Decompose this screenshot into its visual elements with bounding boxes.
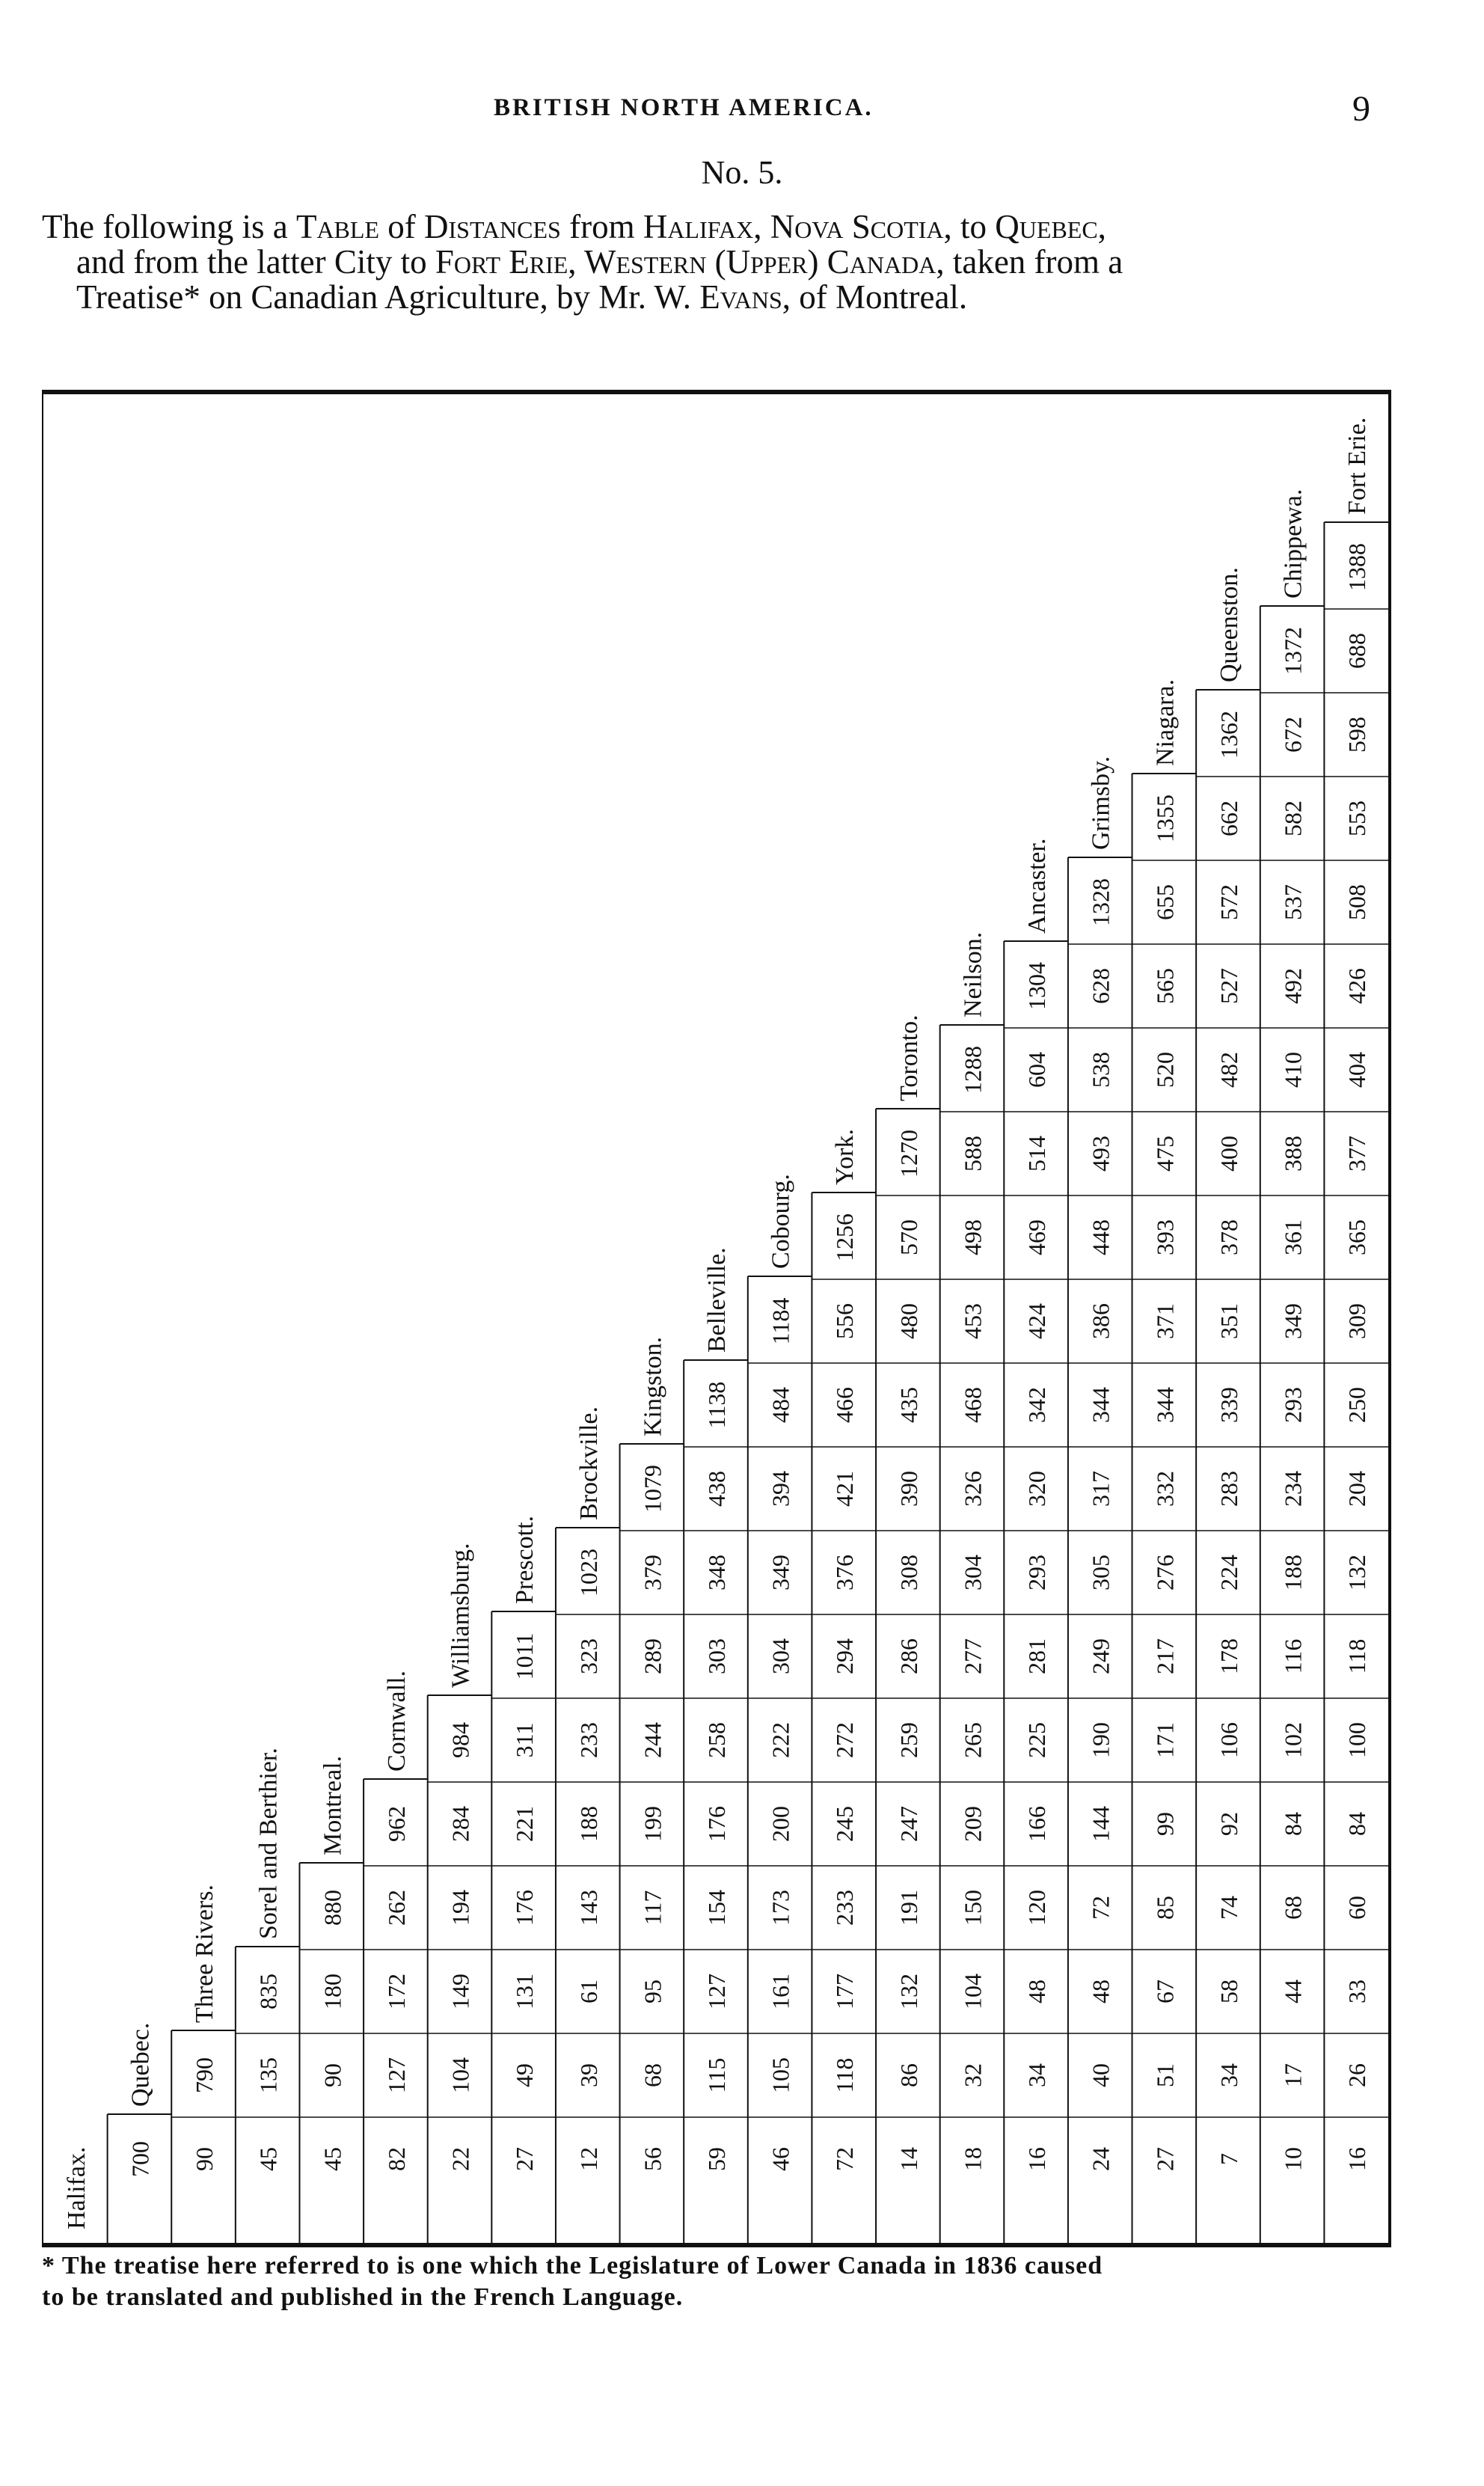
distance-value: 556 [831, 1303, 859, 1339]
distance-value: 118 [831, 2057, 859, 2093]
distance-value: 466 [831, 1387, 859, 1423]
distance-value: 272 [831, 1722, 859, 1758]
distance-value: 361 [1279, 1219, 1307, 1255]
distance-value: 1138 [703, 1381, 730, 1429]
distance-value: 604 [1023, 1052, 1051, 1088]
distance-value: 276 [1151, 1555, 1179, 1591]
distance-value: 100 [1343, 1722, 1371, 1758]
distance-value: 85 [1151, 1896, 1179, 1920]
distance-value: 1362 [1215, 711, 1242, 759]
distance-value: 598 [1343, 717, 1371, 753]
distance-value: 222 [767, 1722, 794, 1758]
distance-value: 27 [511, 2147, 539, 2171]
distance-value: 154 [703, 1890, 730, 1926]
footnote-line-2: to be translated and published in the French Language. [42, 2283, 684, 2311]
distance-value: 404 [1343, 1052, 1371, 1088]
distance-value: 117 [639, 1890, 666, 1926]
distance-value: 14 [895, 2147, 922, 2171]
place-name-label: Toronto. [895, 1014, 923, 1101]
distance-value: 204 [1343, 1471, 1371, 1507]
distance-value: 259 [895, 1722, 922, 1758]
distance-value: 493 [1087, 1136, 1114, 1172]
distance-value: 1372 [1279, 627, 1307, 675]
distance-value: 16 [1343, 2147, 1371, 2171]
distance-value: 453 [959, 1303, 987, 1339]
distance-value: 1270 [895, 1130, 922, 1178]
distance-table [43, 394, 1388, 2243]
distance-value: 326 [959, 1471, 987, 1507]
distance-value: 1023 [574, 1549, 602, 1596]
distance-value: 426 [1343, 968, 1371, 1004]
distance-value: 565 [1151, 968, 1179, 1004]
distance-value: 132 [895, 1974, 922, 2009]
caption-text: The following is a [42, 208, 288, 245]
distance-value: 480 [895, 1303, 922, 1339]
distance-value: 188 [1279, 1555, 1307, 1591]
distance-value: 508 [1343, 884, 1371, 920]
distance-value: 790 [191, 2057, 218, 2093]
distance-value: 245 [831, 1806, 859, 1842]
distance-value: 177 [831, 1974, 859, 2009]
distance-value: 18 [959, 2147, 987, 2171]
distance-value: 105 [767, 2057, 794, 2093]
place-name-label: Chippewa. [1279, 489, 1307, 598]
distance-value: 143 [574, 1890, 602, 1926]
distance-value: 82 [382, 2147, 410, 2171]
distance-value: 304 [767, 1638, 794, 1674]
distance-value: 26 [1343, 2063, 1371, 2087]
distance-value: 309 [1343, 1303, 1371, 1339]
place-name-label: York. [831, 1129, 859, 1185]
distance-value: 84 [1279, 1812, 1307, 1836]
place-name-label: Niagara. [1151, 679, 1180, 766]
distance-value: 58 [1215, 1980, 1242, 2003]
distance-value: 482 [1215, 1052, 1242, 1088]
distance-value: 537 [1279, 884, 1307, 920]
distance-value: 149 [447, 1974, 474, 2009]
distance-value: 394 [767, 1471, 794, 1507]
distance-value: 379 [639, 1555, 666, 1591]
distance-value: 294 [831, 1638, 859, 1674]
caption-smallcaps: Table [295, 208, 379, 245]
distance-value: 7 [1215, 2153, 1242, 2165]
distance-value: 435 [895, 1387, 922, 1423]
distance-value: 171 [1151, 1722, 1179, 1758]
distance-value: 371 [1151, 1303, 1179, 1339]
distance-value: 84 [1343, 1812, 1371, 1836]
distance-value: 305 [1087, 1555, 1114, 1591]
distance-value: 349 [1279, 1303, 1307, 1339]
distance-value: 104 [959, 1974, 987, 2009]
distance-value: 86 [895, 2063, 922, 2087]
distance-value: 400 [1215, 1136, 1242, 1172]
caption-text: of Montreal. [799, 278, 968, 316]
distance-value: 1079 [639, 1465, 666, 1513]
distance-value: 209 [959, 1806, 987, 1842]
distance-value: 250 [1343, 1387, 1371, 1423]
caption-smallcaps: Fort Erie, Western (Upper) Canada, [435, 243, 945, 281]
distance-value: 17 [1279, 2063, 1307, 2087]
distance-value: 688 [1343, 633, 1371, 669]
distance-value: 131 [511, 1974, 539, 2009]
distance-value: 39 [574, 2063, 602, 2087]
distance-value: 572 [1215, 884, 1242, 920]
distance-value: 281 [1023, 1638, 1051, 1674]
distance-value: 320 [1023, 1471, 1051, 1507]
distance-value: 61 [574, 1980, 602, 2003]
distance-value: 514 [1023, 1136, 1051, 1172]
distance-value: 60 [1343, 1896, 1371, 1920]
distance-value: 1304 [1023, 962, 1051, 1010]
place-name-label: Quebec. [126, 2022, 155, 2107]
distance-value: 27 [1151, 2147, 1179, 2171]
distance-value: 655 [1151, 884, 1179, 920]
distance-value: 553 [1343, 800, 1371, 836]
distance-value: 1328 [1087, 878, 1114, 926]
distance-value: 176 [511, 1890, 539, 1926]
distance-value: 56 [639, 2147, 666, 2171]
footnote [42, 2250, 1388, 2313]
footnote-line-1: * The treatise here referred to is one which the Legislature of Lower Canada in 1836 caused [42, 2252, 1103, 2280]
distance-value: 672 [1279, 717, 1307, 753]
distance-value: 468 [959, 1387, 987, 1423]
distance-value: 102 [1279, 1722, 1307, 1758]
place-name-label: Montreal. [319, 1755, 347, 1855]
distance-value: 199 [639, 1806, 666, 1842]
place-name-label: Ancaster. [1023, 838, 1052, 934]
place-name-label: Cornwall. [382, 1670, 411, 1772]
caption-smallcaps: Halifax, Nova Scotia, [643, 208, 952, 245]
distance-value: 492 [1279, 968, 1307, 1004]
distance-value: 421 [831, 1471, 859, 1507]
place-name-label: Queenston. [1215, 567, 1243, 682]
distance-value: 118 [1343, 1638, 1371, 1674]
distance-value: 303 [703, 1638, 730, 1674]
distance-value: 283 [1215, 1471, 1242, 1507]
distance-value: 344 [1087, 1387, 1114, 1423]
place-name-label: Halifax. [62, 2146, 91, 2229]
distance-value: 34 [1023, 2063, 1051, 2087]
caption-text: of [387, 208, 416, 245]
distance-value: 628 [1087, 968, 1114, 1004]
distance-value: 475 [1151, 1136, 1179, 1172]
distance-value: 10 [1279, 2147, 1307, 2171]
distance-value: 304 [959, 1555, 987, 1591]
place-name-label: Cobourg. [767, 1174, 795, 1269]
distance-value: 127 [382, 2057, 410, 2093]
distance-value: 132 [1343, 1555, 1371, 1591]
distance-value: 173 [767, 1890, 794, 1926]
distance-value: 217 [1151, 1638, 1179, 1674]
caption-smallcaps: Evans, [699, 278, 791, 316]
place-name-label: Williamsburg. [447, 1543, 475, 1688]
distance-value: 1184 [767, 1297, 794, 1345]
distance-value: 484 [767, 1387, 794, 1423]
distance-value: 339 [1215, 1387, 1242, 1423]
distance-value: 1355 [1151, 795, 1179, 842]
distance-value: 527 [1215, 968, 1242, 1004]
distance-value: 349 [767, 1555, 794, 1591]
distance-value: 180 [319, 1974, 346, 2009]
caption-text: Treatise* on Canadian Agriculture, by Mr. W. [76, 278, 691, 316]
place-name-label: Neilson. [959, 931, 987, 1017]
distance-value: 1011 [511, 1632, 539, 1680]
distance-value: 438 [703, 1471, 730, 1507]
distance-value: 48 [1023, 1980, 1051, 2003]
distance-value: 188 [574, 1806, 602, 1842]
page-number: 9 [1352, 89, 1370, 129]
distance-value: 200 [767, 1806, 794, 1842]
caption-text: to [960, 208, 987, 245]
distance-value: 700 [126, 2141, 154, 2177]
distance-value: 135 [254, 2057, 282, 2093]
caption-smallcaps: Distances [424, 208, 561, 245]
distance-value: 289 [639, 1638, 666, 1674]
distance-value: 249 [1087, 1638, 1114, 1674]
distance-value: 106 [1215, 1722, 1242, 1758]
distance-value: 221 [511, 1806, 539, 1842]
distance-value: 68 [1279, 1896, 1307, 1920]
distance-value: 317 [1087, 1471, 1114, 1507]
distance-value: 582 [1279, 800, 1307, 836]
distance-value: 99 [1151, 1812, 1179, 1836]
place-name-label: Prescott. [511, 1515, 539, 1604]
distance-value: 388 [1279, 1136, 1307, 1172]
distance-value: 144 [1087, 1806, 1114, 1842]
distance-value: 284 [447, 1806, 474, 1842]
distance-value: 244 [639, 1722, 666, 1758]
distance-value: 570 [895, 1219, 922, 1255]
distance-value: 24 [1087, 2147, 1114, 2171]
distance-value: 59 [703, 2147, 730, 2171]
distance-value: 49 [511, 2063, 539, 2087]
distance-value: 90 [191, 2147, 218, 2171]
distance-value: 234 [1279, 1471, 1307, 1507]
distance-value: 233 [831, 1890, 859, 1926]
distance-value: 962 [382, 1806, 410, 1842]
distance-value: 32 [959, 2063, 987, 2087]
distance-value: 588 [959, 1136, 987, 1172]
distance-value: 72 [1087, 1896, 1114, 1920]
distance-value: 161 [767, 1974, 794, 2009]
distance-value: 342 [1023, 1387, 1051, 1423]
distance-value: 127 [703, 1974, 730, 2009]
distance-value: 191 [895, 1890, 922, 1926]
distance-value: 880 [319, 1890, 346, 1926]
distance-value: 377 [1343, 1136, 1371, 1172]
running-head [0, 88, 1484, 133]
distance-value: 48 [1087, 1980, 1114, 2003]
caption-text: from [569, 208, 635, 245]
distance-value: 150 [959, 1890, 987, 1926]
distance-value: 116 [1279, 1638, 1307, 1674]
distance-value: 1388 [1343, 543, 1371, 591]
distance-value: 166 [1023, 1806, 1051, 1842]
distance-value: 351 [1215, 1303, 1242, 1339]
place-name-label: Kingston. [639, 1336, 667, 1436]
distance-value: 293 [1023, 1555, 1051, 1591]
distance-value: 378 [1215, 1219, 1242, 1255]
distance-value: 277 [959, 1638, 987, 1674]
distance-value: 376 [831, 1555, 859, 1591]
distance-value: 33 [1343, 1980, 1371, 2003]
distance-value: 498 [959, 1219, 987, 1255]
caption-smallcaps: Quebec, [995, 208, 1106, 245]
distance-value: 323 [574, 1638, 602, 1674]
distance-value: 16 [1023, 2147, 1051, 2171]
distance-value: 45 [319, 2147, 346, 2171]
place-name-label: Sorel and Berthier. [254, 1748, 283, 1939]
distance-value: 332 [1151, 1471, 1179, 1507]
distance-value: 44 [1279, 1980, 1307, 2003]
distance-value: 34 [1215, 2063, 1242, 2087]
distance-value: 424 [1023, 1303, 1051, 1339]
distance-value: 92 [1215, 1812, 1242, 1836]
distance-value: 90 [319, 2063, 346, 2087]
distance-value: 247 [895, 1806, 922, 1842]
distance-value: 233 [574, 1722, 602, 1758]
distance-value: 194 [447, 1890, 474, 1926]
distance-value: 538 [1087, 1052, 1114, 1088]
distance-value: 448 [1087, 1219, 1114, 1255]
distance-value: 386 [1087, 1303, 1114, 1339]
table-caption [42, 209, 1381, 315]
distance-value: 46 [767, 2147, 794, 2171]
distance-value: 172 [382, 1974, 410, 2009]
distance-value: 51 [1151, 2063, 1179, 2087]
distance-value: 469 [1023, 1219, 1051, 1255]
distance-value: 390 [895, 1471, 922, 1507]
distance-value: 225 [1023, 1722, 1051, 1758]
place-name-label: Brockville. [574, 1406, 603, 1520]
distance-table-frame [42, 390, 1391, 2247]
distance-value: 410 [1279, 1052, 1307, 1088]
place-name-label: Three Rivers. [191, 1884, 219, 2023]
caption-line-2 [42, 245, 1381, 280]
distance-value: 520 [1151, 1052, 1179, 1088]
place-name-label: Belleville. [703, 1247, 731, 1353]
distance-value: 67 [1151, 1980, 1179, 2003]
caption-text: and from the latter City to [76, 243, 427, 281]
distance-value: 22 [447, 2147, 474, 2171]
distance-value: 984 [447, 1722, 474, 1758]
distance-value: 344 [1151, 1387, 1179, 1423]
caption-line-1 [42, 209, 1381, 245]
distance-value: 393 [1151, 1219, 1179, 1255]
distance-value: 12 [574, 2147, 602, 2171]
caption-line-3 [42, 280, 1381, 315]
distance-value: 311 [511, 1722, 539, 1758]
distance-value: 224 [1215, 1555, 1242, 1591]
distance-value: 265 [959, 1722, 987, 1758]
distance-value: 348 [703, 1555, 730, 1591]
running-head-title: BRITISH NORTH AMERICA. [494, 94, 874, 121]
distance-value: 365 [1343, 1219, 1371, 1255]
distance-value: 120 [1023, 1890, 1051, 1926]
distance-value: 258 [703, 1722, 730, 1758]
distance-value: 286 [895, 1638, 922, 1674]
distance-value: 176 [703, 1806, 730, 1842]
distance-value: 293 [1279, 1387, 1307, 1423]
place-name-label: Grimsby. [1087, 756, 1115, 850]
distance-value: 1256 [831, 1213, 859, 1261]
distance-value: 74 [1215, 1896, 1242, 1920]
table-number: No. 5. [701, 154, 783, 191]
distance-value: 190 [1087, 1722, 1114, 1758]
distance-value: 308 [895, 1555, 922, 1591]
distance-value: 40 [1087, 2063, 1114, 2087]
distance-value: 68 [639, 2063, 666, 2087]
distance-value: 1288 [959, 1046, 987, 1094]
distance-value: 104 [447, 2057, 474, 2093]
distance-value: 95 [639, 1980, 666, 2003]
distance-value: 662 [1215, 800, 1242, 836]
distance-value: 178 [1215, 1638, 1242, 1674]
distance-value: 835 [254, 1974, 282, 2009]
distance-value: 72 [831, 2147, 859, 2171]
distance-value: 262 [382, 1890, 410, 1926]
distance-value: 45 [254, 2147, 282, 2171]
caption-text: taken from a [952, 243, 1123, 281]
place-name-label: Fort Erie. [1343, 417, 1372, 515]
distance-value: 115 [703, 2057, 730, 2093]
